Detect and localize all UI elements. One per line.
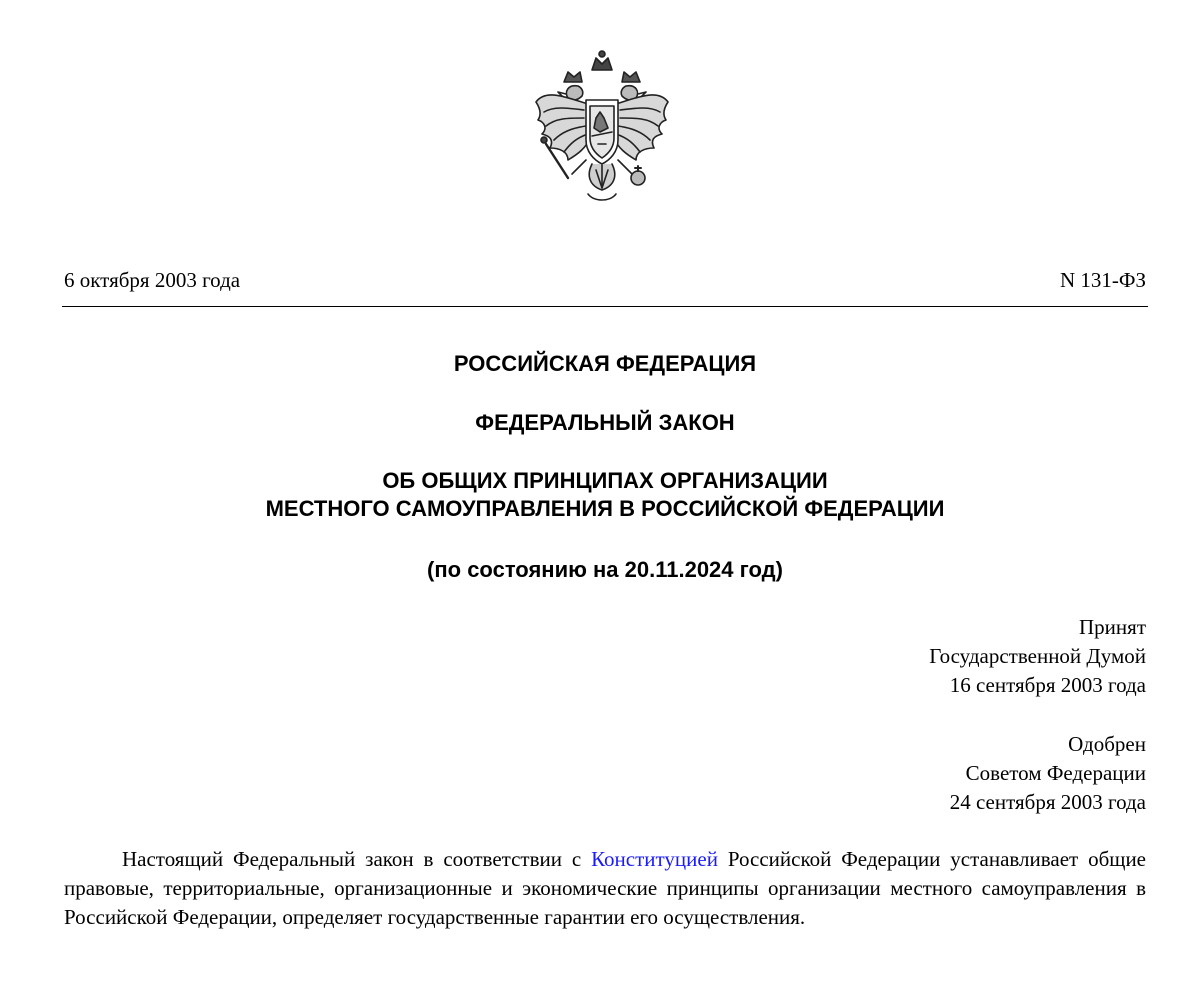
constitution-link[interactable]: Конституцией (591, 847, 718, 871)
adoption-block (786, 613, 1146, 700)
law-name-line-2: МЕСТНОГО САМОУПРАВЛЕНИЯ В РОССИЙСКОЙ ФЕДЕРАЦИИ (265, 496, 945, 521)
preamble-text-before: Настоящий Федеральный закон в соответствии с (122, 847, 592, 871)
approval-date: 24 сентября 2003 года (949, 790, 1146, 814)
law-name-line-1: ОБ ОБЩИХ ПРИНЦИПАХ ОРГАНИЗАЦИИ (382, 468, 828, 493)
header-divider (62, 306, 1148, 307)
adoption-label: Принят (1079, 615, 1146, 639)
law-number: N 131-ФЗ (1059, 268, 1146, 292)
approval-block (786, 730, 1146, 817)
preamble-text-after: Российской Федерации устанавливает общие правовые, территориальные, организационные и экономические принципы организации местного самоуправления в Российской Федерации, определяет государственные гарантии его осуществления. (64, 847, 1147, 929)
approval-label: Одобрен (1068, 732, 1146, 756)
coat-of-arms-icon (528, 48, 676, 206)
country-title: РОССИЙСКАЯ ФЕДЕРАЦИЯ (453, 351, 757, 376)
document-meta-row (64, 266, 1146, 294)
law-name-title (60, 467, 1150, 523)
status-subtitle: (по состоянию на 20.11.2024 год) (427, 557, 783, 582)
signing-date: 6 октября 2003 года (64, 268, 241, 292)
document-type-title: ФЕДЕРАЛЬНЫЙ ЗАКОН (475, 410, 735, 435)
adoption-body: Государственной Думой (929, 644, 1146, 668)
approval-body: Советом Федерации (965, 761, 1146, 785)
preamble-paragraph (64, 845, 1146, 932)
adoption-date: 16 сентября 2003 года (949, 673, 1146, 697)
